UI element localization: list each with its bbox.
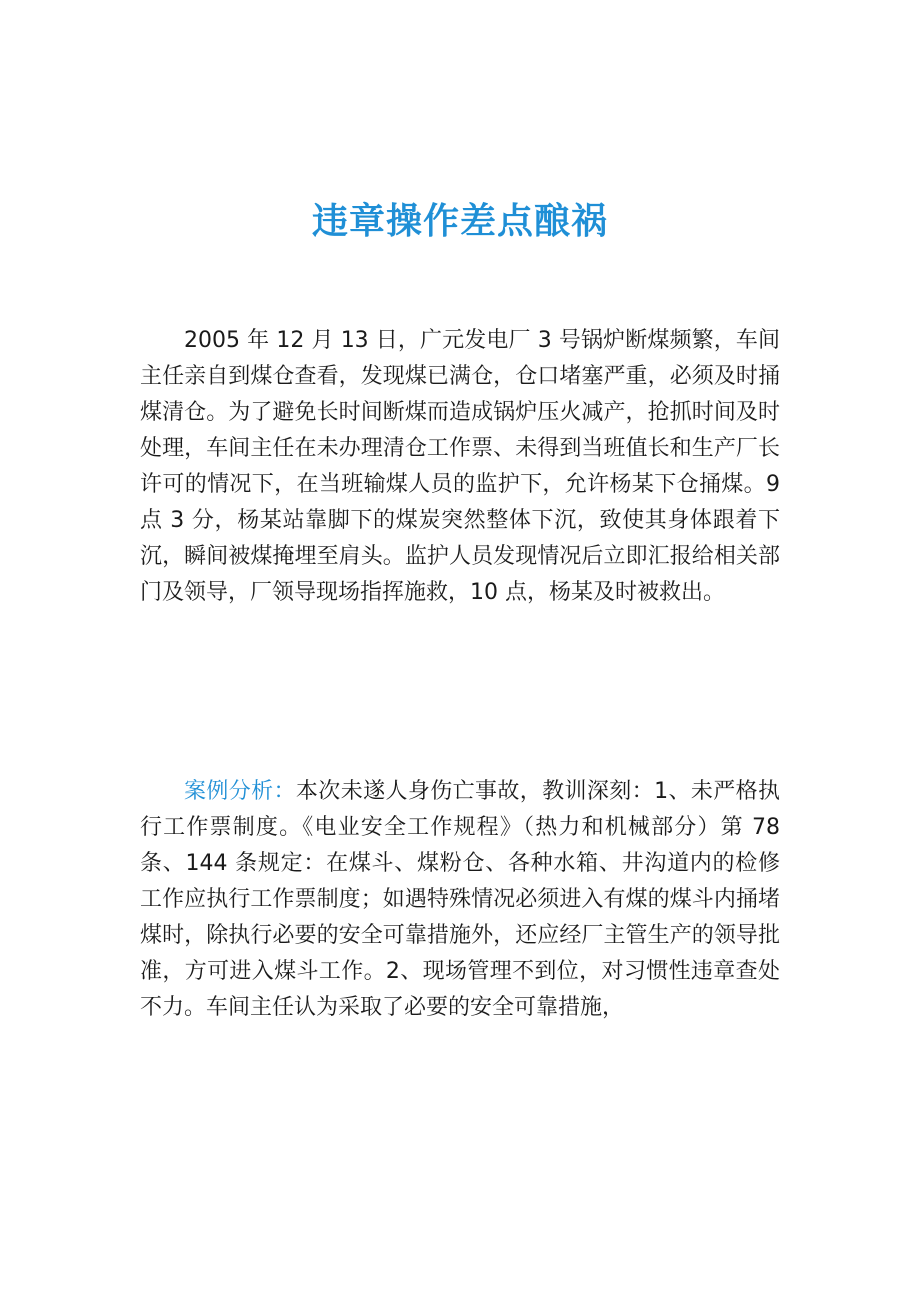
- analysis-paragraph: [140, 774, 780, 1026]
- analysis-label: 案例分析：: [184, 779, 296, 804]
- analysis-text: 本次未遂人身伤亡事故，教训深刻：1、未严格执行工作票制度。《电业安全工作规程》（热力和机械部分）第 78 条、144 条规定：在煤斗、煤粉仓、各种水箱、井沟道内的检修工作应执行工作票制度；如遇特殊情况必须进入有煤的煤斗内捅堵煤时，除执行必要的安全可靠措施外，还应经厂主管生产的领导批准，方可进入煤斗工作。2、现场管理不到位，对习惯性违章查处不力。车间主任认为采取了必要的安全可靠措施，: [140, 779, 780, 1020]
- incident-paragraph: 2005 年 12 月 13 日，广元发电厂 3 号锅炉断煤频繁，车间主任亲自到煤仓查看，发现煤已满仓，仓口堵塞严重，必须及时捅煤清仓。为了避免长时间断煤而造成锅炉压火减产，抢抓时间及时处理，车间主任在未办理清仓工作票、未得到当班值长和生产厂长许可的情况下，在当班输煤人员的监护下，允许杨某下仓捅煤。9 点 3 分，杨某站靠脚下的煤炭突然整体下沉，致使其身体跟着下沉，瞬间被煤掩埋至肩头。监护人员发现情况后立即汇报给相关部门及领导，厂领导现场指挥施救，10 点，杨某及时被救出。: [140, 328, 780, 605]
- page-title: 违章操作差点酿祸: [311, 201, 608, 242]
